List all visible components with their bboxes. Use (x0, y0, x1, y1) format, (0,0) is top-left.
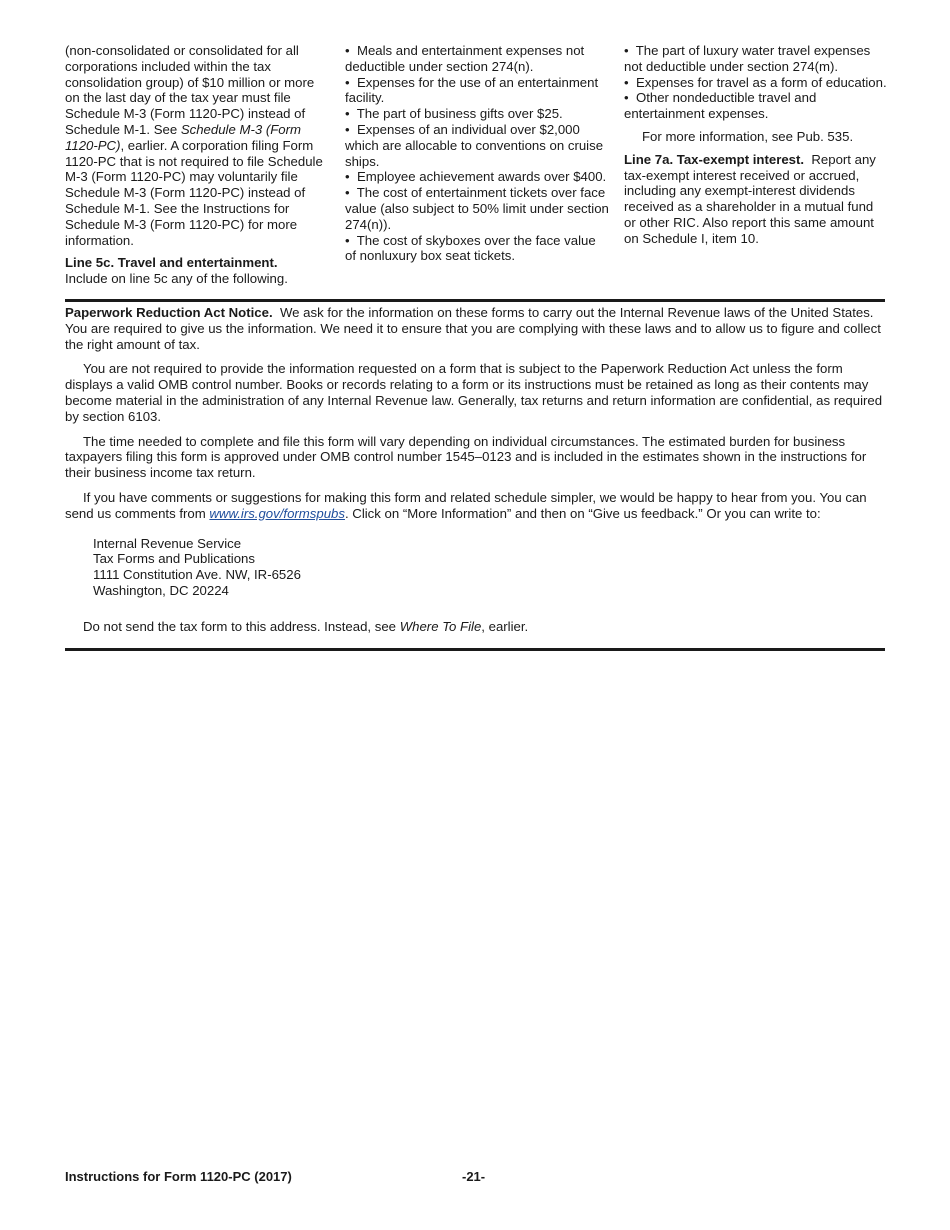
where-to-file-reference: Where To File (399, 618, 482, 634)
bullet-item: • Expenses for travel as a form of education. (624, 74, 887, 90)
bottom-divider (65, 648, 885, 651)
bullet-item: • Employee achievement awards over $400. (345, 169, 607, 185)
schedule-m3-paragraph (65, 43, 329, 248)
line-7a-heading: Line 7a. Tax-exempt interest. (624, 151, 805, 167)
bullet-text: The cost of skyboxes over the face value of nonluxury box seat tickets. (345, 232, 596, 264)
bullet-text: Expenses for travel as a form of education. (635, 74, 887, 90)
bullet-item: • The cost of entertainment tickets over face value (also subject to 50% limit under section 274(n)). (345, 185, 609, 232)
intro-text-2: , earlier. A corporation filing Form 1120-PC that is not required to file Schedule M-3 (Form 1120-PC) may voluntarily file Schedule M-3 (Form 1120-PC) instead of Schedule M-1. See the Instructions for Schedule M-3 (Form 1120-PC) for more information. (65, 137, 323, 248)
notice-paragraph-1 (65, 305, 885, 352)
line-7a-paragraph (624, 152, 888, 247)
address-line: Internal Revenue Service (93, 535, 242, 551)
footer-title: Instructions for Form 1120-PC (2017) (65, 1169, 292, 1184)
column-3 (624, 43, 888, 247)
mailing-address (93, 536, 885, 599)
bullet-item: • The part of luxury water travel expenses not deductible under section 274(m). (624, 43, 871, 74)
line-7a-text: Report any tax-exempt interest received or accrued, including any exempt-interest dividends received as a shareholder in a mutual fund or other RIC. Also report this same amount on Schedule I, item 10. (624, 151, 876, 246)
notice-paragraph-3: The time needed to complete and file this form will vary depending on individual circumstances. The estimated burden for business taxpayers filing this form is approved under OMB control number 1545–0123 and is included in the estimates shown in the instructions for their business income tax return. (65, 433, 867, 481)
address-line: Washington, DC 20224 (93, 582, 229, 598)
bullet-item: • Expenses of an individual over $2,000 which are allocable to conventions on cruise ships. (345, 121, 604, 169)
notice-paragraph-4 (65, 490, 885, 522)
bullet-text: Employee achievement awards over $400. (356, 169, 607, 185)
bullet-text: Expenses for the use of an entertainment facility. (345, 74, 599, 106)
bullet-text: The cost of entertainment tickets over face value (also subject to 50% limit under section 274(n)). (345, 185, 609, 232)
irs-formspubs-link[interactable]: www.irs.gov/formspubs (209, 505, 345, 521)
page-footer (65, 1169, 885, 1185)
line-5c-paragraph (65, 255, 329, 287)
notice-text-1: We ask for the information on these forms to carry out the Internal Revenue laws of the United States. You are required to give us the information. We need it to ensure that you are complying with these laws and to allow us to figure and collect the right amount of tax. (65, 305, 881, 352)
intro-text-1: (non-consolidated or consolidated for all corporations included within the tax consolidation group) of $10 million or more on the last day of the tax year must file Schedule M-3 (Form 1120-PC) instead of Schedule M-1. See (65, 43, 315, 137)
line-5c-heading: Line 5c. Travel and entertainment. (65, 255, 278, 271)
notice-text-5b: , earlier. (481, 618, 529, 634)
bullet-text: The part of business gifts over $25. (356, 106, 563, 122)
notice-heading: Paperwork Reduction Act Notice. (65, 305, 273, 320)
bullet-text: The part of luxury water travel expenses not deductible under section 274(m). (624, 43, 871, 74)
bullet-text: Expenses of an individual over $2,000 which are allocable to conventions on cruise ships. (345, 121, 604, 169)
page-number: -21- (462, 1169, 486, 1184)
notice-paragraph-2: You are not required to provide the information requested on a form that is subject to the Paperwork Reduction Act unless the form displays a valid OMB control number. Books or records relating to a form or its instructions must be retained as long as their contents may become material in the administration of any Internal Revenue law. Generally, tax returns and return information are confidential, as required by section 6103. (65, 361, 883, 424)
bullet-item: • The part of business gifts over $25. (345, 106, 563, 122)
address-line: 1111 Constitution Ave. NW, IR-6526 (93, 567, 301, 583)
bullet-item: • Other nondeductible travel and entertainment expenses. (624, 90, 817, 122)
column-1 (65, 43, 329, 287)
bullet-item: • Meals and entertainment expenses not deductible under section 274(n). (345, 43, 585, 74)
paperwork-notice (65, 305, 885, 644)
top-divider (65, 299, 885, 302)
bullet-item: • Expenses for the use of an entertainment facility. (345, 74, 599, 106)
notice-text-4b: . Click on “More Information” and then on “Give us feedback.” Or you can write to: (344, 505, 821, 521)
column-2 (345, 43, 609, 264)
intro-reference: Schedule M-3 (Form 1120-PC) (65, 121, 302, 153)
more-info-text: For more information, see Pub. 535. (642, 128, 854, 144)
notice-paragraph-5 (65, 619, 885, 635)
bullet-text: Meals and entertainment expenses not deductible under section 274(n). (345, 43, 585, 74)
notice-text-4a: If you have comments or suggestions for making this form and related schedule simpler, we would be happy to hear from you. You can send us comments from (65, 489, 867, 521)
bullet-text: Other nondeductible travel and entertainment expenses. (624, 90, 817, 122)
line-5c-text: Include on line 5c any of the following. (65, 271, 288, 287)
address-line: Tax Forms and Publications (93, 551, 255, 567)
bullet-item: • The cost of skyboxes over the face value of nonluxury box seat tickets. (345, 232, 596, 264)
notice-text-5a: Do not send the tax form to this address. Instead, see (83, 618, 400, 634)
